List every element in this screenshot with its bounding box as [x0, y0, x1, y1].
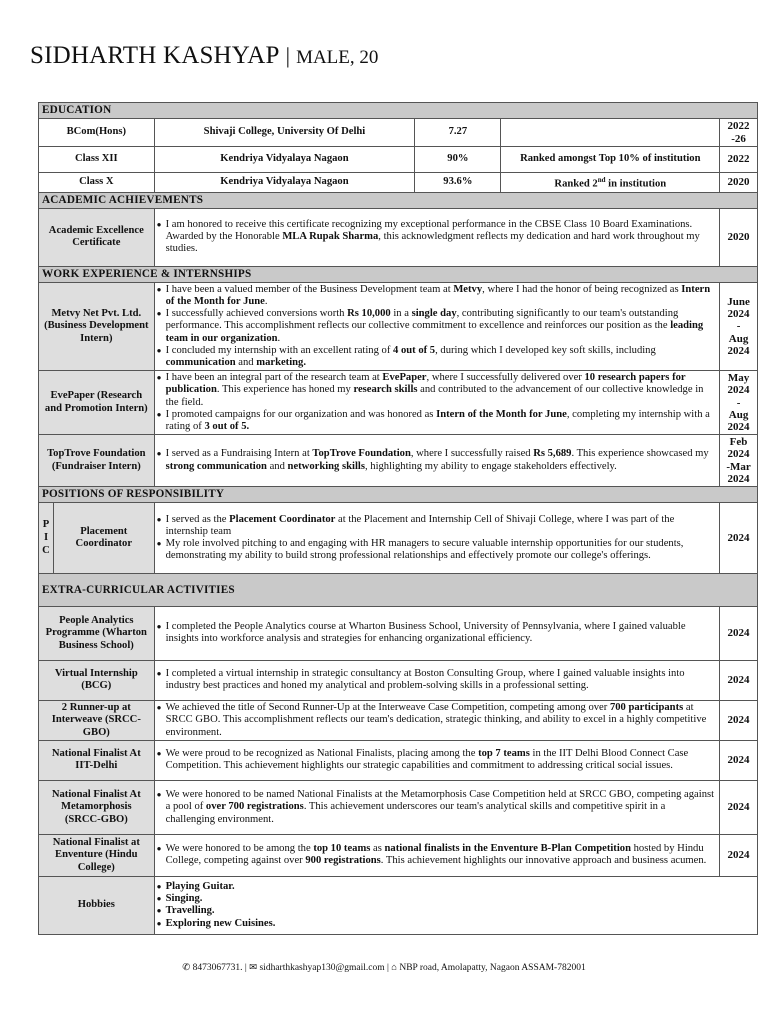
row-content [154, 502, 719, 573]
extra-row [39, 700, 758, 740]
bullet-item: ● We achieved the title of Second Runner-Up at the Interweave Case Competition, competing among over 700 participants at SRCC GBO. This accomplishment reflects our team's dedication, strategic thinking, and ability to excel in a highly competitive environment. [158, 702, 716, 739]
bullet-item: ● I successfully achieved conversions worth Rs 10,000 in a single day, contributing significantly to our team's outstanding performance. This accomplishment reflects our collective commitment to excellence and reinforces our position as the leading team in our organization. [158, 308, 716, 345]
year: 2024 [720, 740, 758, 780]
year: 2024 [720, 660, 758, 700]
row-content [154, 660, 719, 700]
row-content [154, 435, 719, 487]
section-title: ACADEMIC ACHIEVEMENTS [39, 192, 758, 208]
year: 2024 [720, 606, 758, 660]
year: 2024 [720, 834, 758, 876]
pic-label: P I C [39, 503, 54, 573]
note [501, 119, 720, 147]
row-content [154, 606, 719, 660]
position-row [39, 502, 758, 573]
row-label: Academic Excellence Certificate [39, 208, 155, 266]
row-label: Metvy Net Pvt. Ltd. (Business Development Intern) [39, 282, 155, 370]
extra-row [39, 740, 758, 780]
section-title: POSITIONS OF RESPONSIBILITY [39, 486, 758, 502]
institute: Kendriya Vidyalaya Nagaon [154, 147, 415, 173]
row-label: People Analytics Programme (Wharton Business School) [39, 606, 155, 660]
bullet-item: ● I concluded my internship with an excellent rating of 4 out of 5, during which I developed key soft skills, including communication and marketing. [158, 345, 716, 369]
bullet-item: ● We were proud to be recognized as National Finalists, placing among the top 7 teams in the IIT Delhi Blood Connect Case Competition. This achievement highlights our strategic capabilities and commitment to addressing critical social issues. [158, 748, 716, 772]
note: Ranked 2nd in institution [501, 173, 720, 193]
hobbies-row [39, 876, 758, 934]
row-label: Hobbies [39, 876, 155, 934]
year: May 2024 - Aug 2024 [720, 371, 758, 435]
contact-footer [0, 962, 768, 973]
row-content [154, 740, 719, 780]
row-label: TopTrove Foundation (Fundraiser Intern) [39, 435, 155, 487]
note: Ranked amongst Top 10% of institution [501, 147, 720, 173]
mail-icon: ✉ [249, 963, 258, 973]
row-label: 2 Runner-up at Interweave (SRCC-GBO) [39, 700, 155, 740]
separator: | [244, 963, 247, 973]
row-content [154, 834, 719, 876]
year: 2022 [720, 147, 758, 173]
work-row-toptrove [39, 435, 758, 487]
bullet-item: ● I served as the Placement Coordinator at the Placement and Internship Cell of Shivaji College, where I was part of the internship team [158, 514, 716, 538]
year: 2024 [720, 700, 758, 740]
extra-row [39, 780, 758, 834]
academic-row [39, 208, 758, 266]
bullet-item: ● My role involved pitching to and engaging with HR managers to secure valuable internship opportunities for our students, demonstrating my ability to build strong professional relationships and effectively promote our college's offerings. [158, 538, 716, 562]
row-content [154, 876, 757, 934]
hobby-item: ● Exploring new Cuisines. [158, 918, 754, 930]
email-address[interactable]: sidharthkashyap130@gmail.com [259, 963, 385, 973]
bullet-item: ● I promoted campaigns for our organization and was honored as Intern of the Month for June, completing my internship with a rating of 3 out of 5. [158, 409, 716, 433]
section-academic [39, 192, 758, 208]
row-label: National Finalist At Metamorphosis (SRCC-GBO) [39, 780, 155, 834]
bullet-item: ● We were honored to be among the top 10 teams as national finalists in the Enventure B-Plan Competition hosted by Hindu College, competing against over 900 registrations. This achievement highlights our innovative approach and business acumen. [158, 843, 716, 867]
education-row [39, 173, 758, 193]
row-label: National Finalist at Enventure (Hindu College) [39, 834, 155, 876]
section-title: WORK EXPERIENCE & INTERNSHIPS [39, 266, 758, 282]
section-title: EDUCATION [39, 103, 758, 119]
position-title: Placement Coordinator [54, 503, 154, 573]
row-label [39, 502, 155, 573]
year: June 2024 - Aug 2024 [720, 282, 758, 370]
hobby-item: ● Playing Guitar. [158, 881, 754, 893]
row-content [154, 700, 719, 740]
address: NBP road, Amolapatty, Nagaon ASSAM-782001 [399, 963, 586, 973]
gender-age: MALE, 20 [296, 47, 379, 68]
year: 2024 [720, 502, 758, 573]
year: 2022 -26 [720, 119, 758, 147]
score: 93.6% [415, 173, 501, 193]
phone-number[interactable]: 8473067731. [192, 963, 243, 973]
home-icon: ⌂ [391, 963, 397, 973]
education-row [39, 147, 758, 173]
row-label: National Finalist At IIT-Delhi [39, 740, 155, 780]
row-label: EvePaper (Research and Promotion Intern) [39, 371, 155, 435]
candidate-name: SIDHARTH KASHYAP [30, 42, 280, 69]
bullet-item: ● I served as a Fundraising Intern at TopTrove Foundation, where I successfully raised Rs 5,689. This experience showcased my strong communication and networking skills, highlighting my ability to engage stakeholders effectively. [158, 448, 716, 472]
score: 7.27 [415, 119, 501, 147]
header-separator: | [285, 43, 291, 68]
extra-row [39, 834, 758, 876]
row-content [154, 371, 719, 435]
extra-row [39, 660, 758, 700]
row-content [154, 208, 719, 266]
phone-icon: ✆ [182, 963, 191, 973]
education-row [39, 119, 758, 147]
bullet-item: ● I am honored to receive this certificate recognizing my exceptional performance in the CBSE Class 10 Board Examinations. Awarded by the Honorable MLA Rupak Sharma, this acknowledgment reflects my dedication and hard work throughout my studies. [158, 219, 716, 256]
score: 90% [415, 147, 501, 173]
year: 2020 [720, 173, 758, 193]
section-education [39, 103, 758, 119]
degree: BCom(Hons) [39, 119, 155, 147]
hobby-item: ● Travelling. [158, 905, 754, 917]
institute: Shivaji College, University Of Delhi [154, 119, 415, 147]
bullet-item: ● I completed a virtual internship in strategic consultancy at Boston Consulting Group, where I gained valuable insights into industry best practices and honed my analytical and problem-solving skills in a professional setting. [158, 668, 716, 692]
bullet-item: ● I completed the People Analytics course at Wharton Business School, University of Pennsylvania, where I gained valuable insights into workforce analysis and strategies for enhancing organizational efficiency. [158, 621, 716, 645]
work-row-metvy [39, 282, 758, 370]
row-content [154, 780, 719, 834]
institute: Kendriya Vidyalaya Nagaon [154, 173, 415, 193]
section-title: EXTRA-CURRICULAR ACTIVITIES [39, 573, 758, 606]
resume-header [30, 42, 378, 70]
row-content [154, 282, 719, 370]
year: Feb 2024 -Mar 2024 [720, 435, 758, 487]
degree: Class X [39, 173, 155, 193]
hobby-item: ● Singing. [158, 893, 754, 905]
year: 2024 [720, 780, 758, 834]
bullet-item: ● I have been an integral part of the research team at EvePaper, where I successfully delivered over 10 research papers for publication. This experience has honed my research skills and contributed to the advancement of our collective knowledge in the field. [158, 372, 716, 409]
work-row-evepaper [39, 371, 758, 435]
extra-row [39, 606, 758, 660]
separator: | [386, 963, 389, 973]
resume-table [38, 102, 758, 935]
bullet-item: ● I have been a valued member of the Business Development team at Metvy, where I had the honor of being recognized as Intern of the Month for June. [158, 284, 716, 308]
section-extra [39, 573, 758, 606]
row-label: Virtual Internship (BCG) [39, 660, 155, 700]
bullet-item: ● We were honored to be named National Finalists at the Metamorphosis Case Competition held at SRCC GBO, competing against a pool of over 700 registrations. This achievement underscores our team's analytical skills and competitive spirit in a challenging environment. [158, 789, 716, 826]
section-positions [39, 486, 758, 502]
year: 2020 [720, 208, 758, 266]
section-work [39, 266, 758, 282]
degree: Class XII [39, 147, 155, 173]
